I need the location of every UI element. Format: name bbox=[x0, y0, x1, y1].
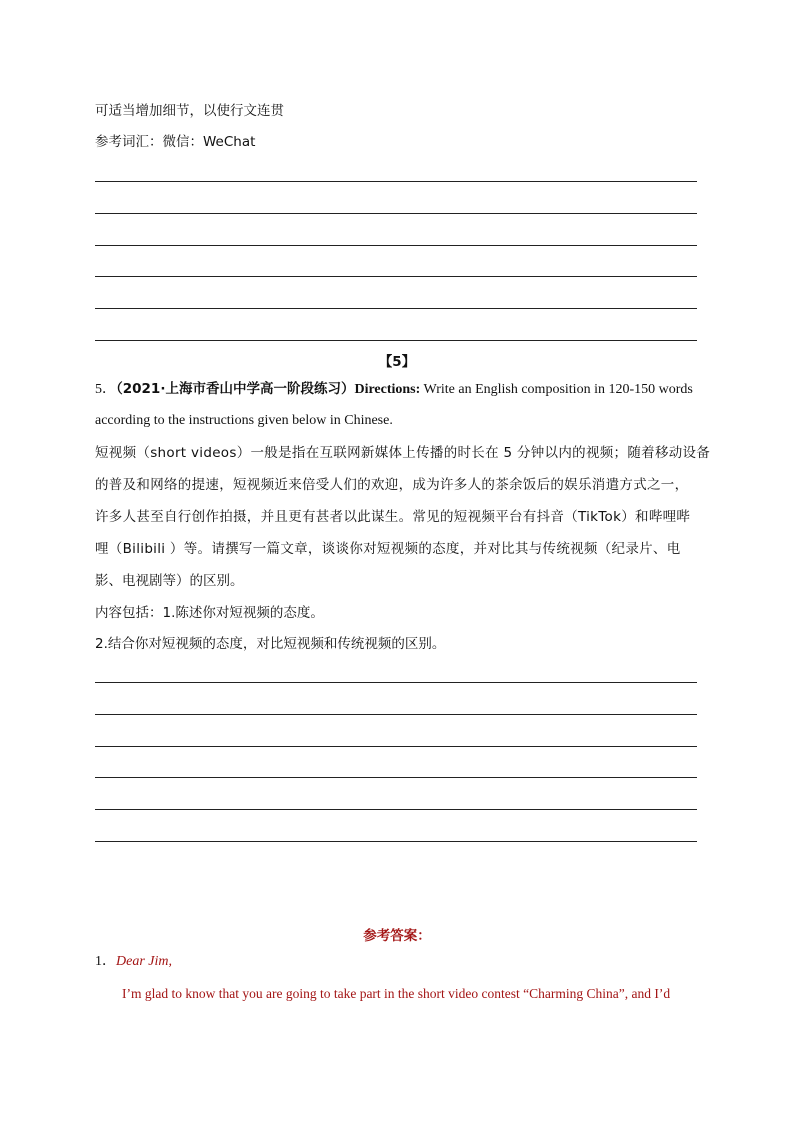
answer-line bbox=[95, 746, 697, 747]
answer-line bbox=[95, 714, 697, 715]
prompt-line-1: 短视频（short videos）一般是指在互联网新媒体上传播的时长在 5 分钟以内的视频；随着移动设备 bbox=[95, 445, 711, 461]
answer-line bbox=[95, 245, 697, 246]
prompt-line-5: 影、电视剧等）的区别。 bbox=[95, 573, 244, 589]
answer-salutation: Dear Jim, bbox=[116, 954, 172, 969]
section-heading: 【5】 bbox=[378, 354, 416, 370]
answer-key-title: 参考答案： bbox=[363, 928, 431, 944]
directions-text: Write an English composition in 120-150 words bbox=[420, 382, 693, 397]
answer-line bbox=[95, 809, 697, 810]
answer-line bbox=[95, 682, 697, 683]
content-item-2: 2.结合你对短视频的态度，对比短视频和传统视频的区别。 bbox=[95, 636, 446, 652]
answer-line bbox=[95, 340, 697, 341]
question-header bbox=[95, 379, 693, 400]
answer-line bbox=[95, 777, 697, 778]
prompt-line-2: 的普及和网络的提速，短视频近来倍受人们的欢迎，成为许多人的茶余饭后的娱乐消遣方式之一， bbox=[95, 477, 689, 493]
question-number: 5． bbox=[95, 382, 116, 397]
directions-label: Directions: bbox=[354, 382, 421, 397]
answer-line bbox=[95, 213, 697, 214]
question-source: （2021·上海市香山中学高一阶段练习） bbox=[116, 381, 355, 397]
answer-1-header bbox=[95, 952, 172, 972]
vocab-text: 参考词汇：微信：WeChat bbox=[95, 134, 256, 150]
answer-line bbox=[95, 181, 697, 182]
prompt-line-4: 哩（Bilibili ）等。请撰写一篇文章，谈谈你对短视频的态度，并对比其与传统视频（纪录片、电 bbox=[95, 541, 681, 557]
answer-line bbox=[95, 276, 697, 277]
answer-line bbox=[95, 841, 697, 842]
content-item-1: 内容包括：1.陈述你对短视频的态度。 bbox=[95, 605, 324, 621]
hint-text: 可适当增加细节，以使行文连贯 bbox=[95, 103, 284, 119]
prompt-line-3: 许多人甚至自行创作拍摄，并且更有甚者以此谋生。常见的短视频平台有抖音（TikTok）和哔哩哔 bbox=[95, 509, 691, 525]
answer-line bbox=[95, 308, 697, 309]
answer-number: 1． bbox=[95, 954, 116, 969]
answer-body-line: I’m glad to know that you are going to take part in the short video contest “Charming China”, and I’d bbox=[122, 986, 671, 1001]
directions-continued: according to the instructions given below in Chinese. bbox=[95, 413, 393, 428]
